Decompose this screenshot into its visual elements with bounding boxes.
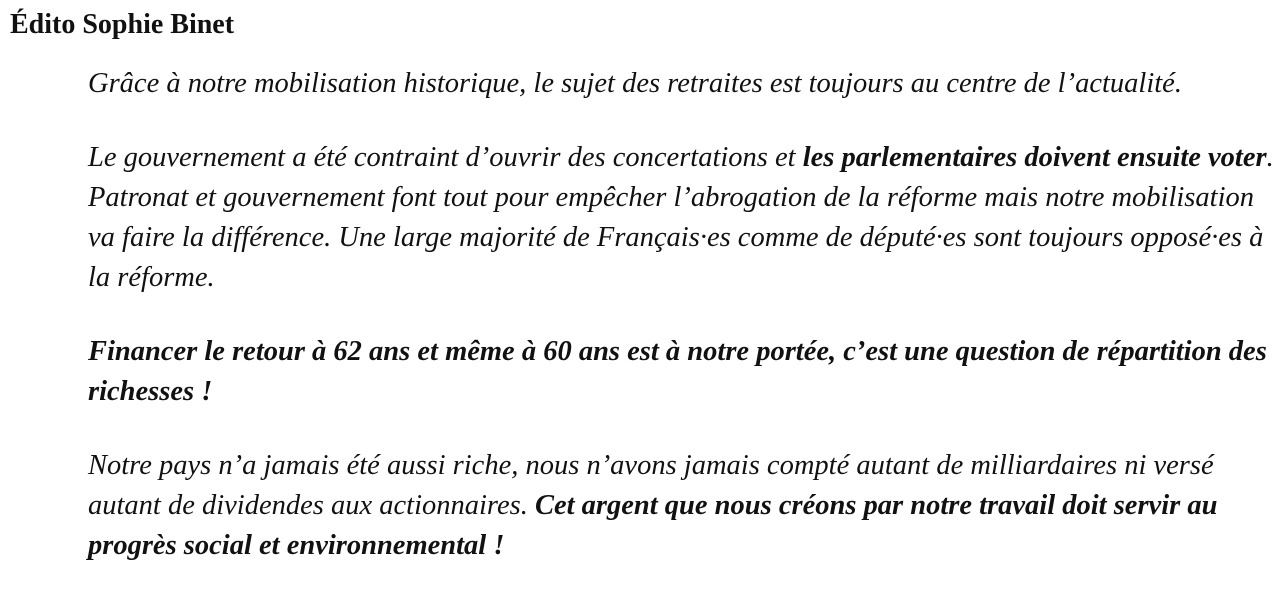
paragraph-4 [88, 446, 1285, 566]
paragraph-2-emphasis: les parlementaires doivent ensuite voter [802, 142, 1267, 173]
paragraph-4-emphasis: Cet argent que nous créons par notre travail doit servir au progrès social et environnemental ! [88, 490, 1218, 561]
paragraph-2-rest: . Patronat et gouvernement font tout pour empêcher l’abrogation de la réforme mais notre mobilisation va faire la différence. Une large majorité de Français·es comme de député·es sont toujours opposé·es à la réforme. [88, 142, 1274, 293]
paragraph-3-emphasis: Financer le retour à 62 ans et même à 60 ans est à notre portée, c’est une question de répartition des richesses ! [88, 336, 1267, 407]
page-title: Édito Sophie Binet [10, 9, 235, 40]
paragraph-2-intro: Le gouvernement a été contraint d’ouvrir des concertations et [88, 142, 803, 173]
paragraph-1-text: Grâce à notre mobilisation historique, le sujet des retraites est toujours au centre de l’actualité. [88, 68, 1182, 99]
paragraph-3 [88, 332, 1285, 412]
paragraph-1 [88, 64, 1285, 104]
editorial-quote [88, 64, 1285, 566]
paragraph-2 [88, 138, 1285, 298]
paragraph-4-intro: Notre pays n’a jamais été aussi riche, nous n’avons jamais compté autant de milliardaires ni versé autant de dividendes aux actionnaires. [88, 450, 1214, 521]
